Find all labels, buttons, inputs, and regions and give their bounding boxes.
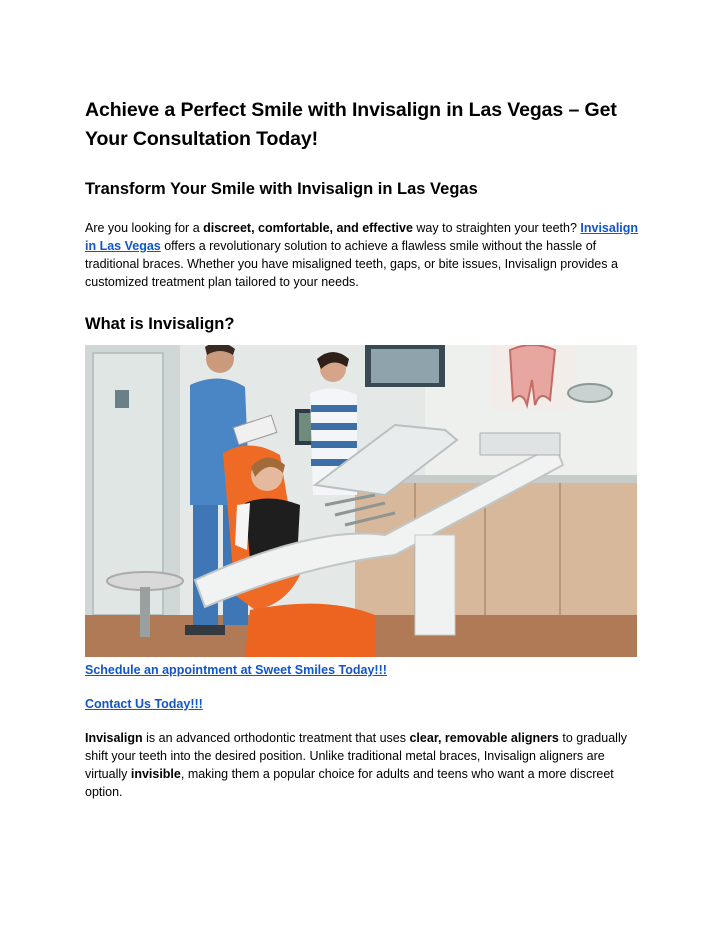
intro-text-1: Are you looking for a [85,221,204,235]
invisalign-las-vegas-link[interactable]: Invisalign in Las Vegas [85,221,639,253]
desc-bold-1: Invisalign [85,731,143,745]
contact-link-line [85,695,645,713]
schedule-appointment-link[interactable]: Schedule an appointment at Sweet Smiles Today!!! [85,663,387,677]
section-heading-transform: Transform Your Smile with Invisalign in Las Vegas [85,180,478,198]
schedule-link-line [85,661,645,679]
document-content [85,96,645,801]
section-heading-what-is: What is Invisalign? [85,315,235,333]
intro-text-2: way to straighten your teeth? [412,221,581,235]
intro-paragraph [85,219,645,291]
desc-text-2: to gradually shift your teeth into the desired position. Unlike traditional metal braces, Invisalign aligners are virtually [85,731,627,781]
intro-text-3: offers a revolutionary solution to achieve a flawless smile without the hassle of traditional braces. Whether you have misaligned teeth, gaps, or bite issues, Invisalign provides a customized treatment plan tailored to your needs. [85,239,618,289]
dental-office-photo [85,345,637,657]
contact-us-link[interactable]: Contact Us Today!!! [85,697,203,711]
desc-text-3: , making them a popular choice for adults and teens who want a more discreet option. [85,767,614,799]
desc-bold-2: clear, removable aligners [409,731,559,745]
desc-bold-3: invisible [130,767,181,781]
desc-text-1: is an advanced orthodontic treatment that uses [142,731,410,745]
page-title: Achieve a Perfect Smile with Invisalign in Las Vegas – Get Your Consultation Today! [85,99,617,150]
intro-bold-1: discreet, comfortable, and effective [203,221,413,235]
invisalign-description-paragraph [85,729,645,801]
